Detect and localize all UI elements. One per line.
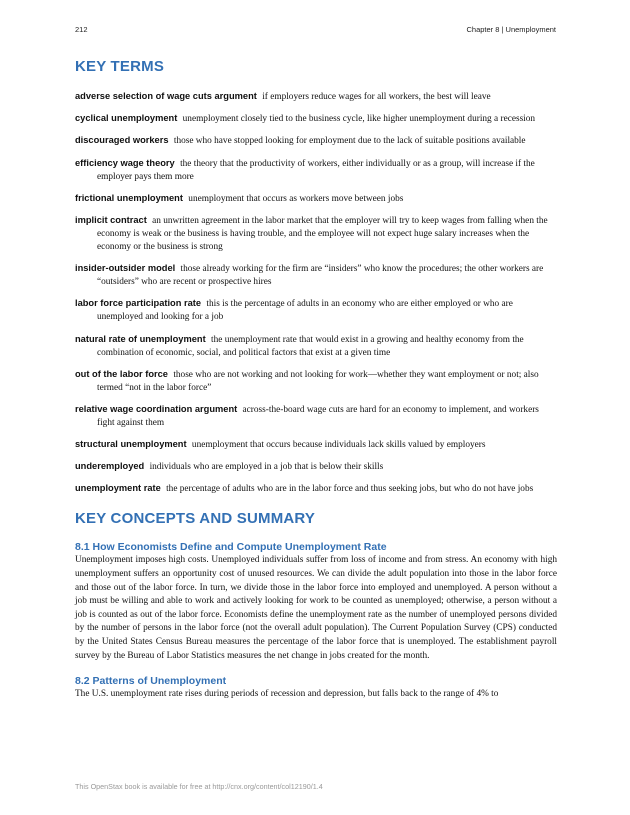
term-definition: the theory that the productivity of workers, either individually or as a group, will increase if the employer pays them more bbox=[97, 158, 535, 182]
footer-note: This OpenStax book is available for free at http://cnx.org/content/col12190/1.4 bbox=[75, 782, 323, 791]
chapter-header: Chapter 8 | Unemployment bbox=[466, 25, 556, 34]
term-entry bbox=[75, 298, 557, 324]
term-name: frictional unemployment bbox=[75, 192, 183, 203]
term-entry bbox=[75, 113, 557, 126]
term-definition: across-the-board wage cuts are hard for an economy to implement, and workers fight against them bbox=[97, 404, 539, 428]
term-entry bbox=[75, 369, 557, 395]
term-name: efficiency wage theory bbox=[75, 157, 175, 168]
term-definition: the percentage of adults who are in the labor force and thus seeking jobs, but who do not have jobs bbox=[166, 484, 534, 495]
term-entry bbox=[75, 263, 557, 289]
section-title: 8.1 How Economists Define and Compute Unemployment Rate bbox=[75, 541, 387, 554]
term-definition: an unwritten agreement in the labor market that the employer will try to keep wages from falling when the economy is weak or the business is having trouble, and the employee will not expect huge salary increases when the economy or the business is strong bbox=[97, 215, 548, 252]
term-entry bbox=[75, 461, 557, 474]
term-name: discouraged workers bbox=[75, 135, 169, 146]
term-name: adverse selection of wage cuts argument bbox=[75, 91, 257, 101]
term-name: relative wage coordination argument bbox=[75, 403, 238, 414]
summary-heading: KEY CONCEPTS AND SUMMARY bbox=[75, 510, 316, 528]
term-name: implicit contract bbox=[75, 214, 147, 225]
term-definition: unemployment closely tied to the business cycle, like higher unemployment during a recession bbox=[182, 114, 536, 125]
term-entry bbox=[75, 404, 557, 430]
term-definition: individuals who are employed in a job that is below their skills bbox=[149, 462, 384, 473]
term-definition: those who are not working and not looking for work—whether they want employment or not; also termed “not in the labor force” bbox=[97, 369, 539, 393]
page-number: 212 bbox=[75, 25, 88, 34]
key-terms-list bbox=[75, 91, 557, 496]
term-name: out of the labor force bbox=[75, 368, 168, 379]
term-name: natural rate of unemployment bbox=[75, 333, 206, 344]
term-entry bbox=[75, 483, 557, 496]
term-name: cyclical unemployment bbox=[75, 113, 178, 124]
page-content bbox=[75, 58, 557, 714]
term-entry bbox=[75, 334, 557, 360]
term-definition: this is the percentage of adults in an economy who are either employed or who are unemployed and looking for a job bbox=[97, 299, 513, 323]
term-name: insider-outsider model bbox=[75, 263, 176, 274]
term-definition: those who have stopped looking for employment due to the lack of suitable positions available bbox=[173, 136, 526, 147]
key-terms-heading: KEY TERMS bbox=[75, 58, 165, 75]
term-definition: the unemployment rate that would exist in a growing and healthy economy from the combination of economic, social, and political factors that exist at a given time bbox=[97, 334, 524, 358]
term-entry bbox=[75, 135, 557, 148]
term-entry bbox=[75, 215, 557, 254]
term-definition: unemployment that occurs as workers move between jobs bbox=[188, 193, 404, 204]
term-name: unemployment rate bbox=[75, 483, 161, 494]
term-entry bbox=[75, 193, 557, 206]
section-text: Unemployment imposes high costs. Unemployed individuals suffer from loss of income and from stress. An economy with high unemployment suffers an opportunity cost of unused resources. We can divide the adult population into those in the labor force and those out of the labor force. In turn, we divide those in the labor force into employed and unemployed. A person without a job must be willing and able to work and actively looking for work to be counted as unemployed; otherwise, a person without a job is counted as out of the labor force. Economists define the unemployment rate as the number of unemployed persons divided by the number of persons in the labor force (not the overall adult population). The Current Population Survey (CPS) conducted by the United States Census Bureau measures the percentage of the labor force that is unemployed. The establishment payroll survey by the Bureau of Labor Statistics measures the net change in jobs created for the month. bbox=[75, 555, 557, 661]
term-name: labor force participation rate bbox=[75, 298, 202, 309]
section-text: The U.S. unemployment rate rises during periods of recession and depression, but falls back to the range of 4% to bbox=[75, 689, 499, 700]
term-name: structural unemployment bbox=[75, 439, 187, 450]
term-entry bbox=[75, 439, 557, 452]
section-title: 8.2 Patterns of Unemployment bbox=[75, 675, 227, 688]
term-definition: those already working for the firm are “insiders” who know the procedures; the other workers are “outsiders” who are recent or prospective hires bbox=[97, 264, 544, 288]
term-entry bbox=[75, 158, 557, 184]
term-definition: if employers reduce wages for all workers, the best will leave bbox=[262, 92, 491, 102]
term-entry bbox=[75, 91, 557, 104]
term-name: underemployed bbox=[75, 461, 145, 472]
term-definition: unemployment that occurs because individuals lack skills valued by employers bbox=[191, 440, 486, 451]
